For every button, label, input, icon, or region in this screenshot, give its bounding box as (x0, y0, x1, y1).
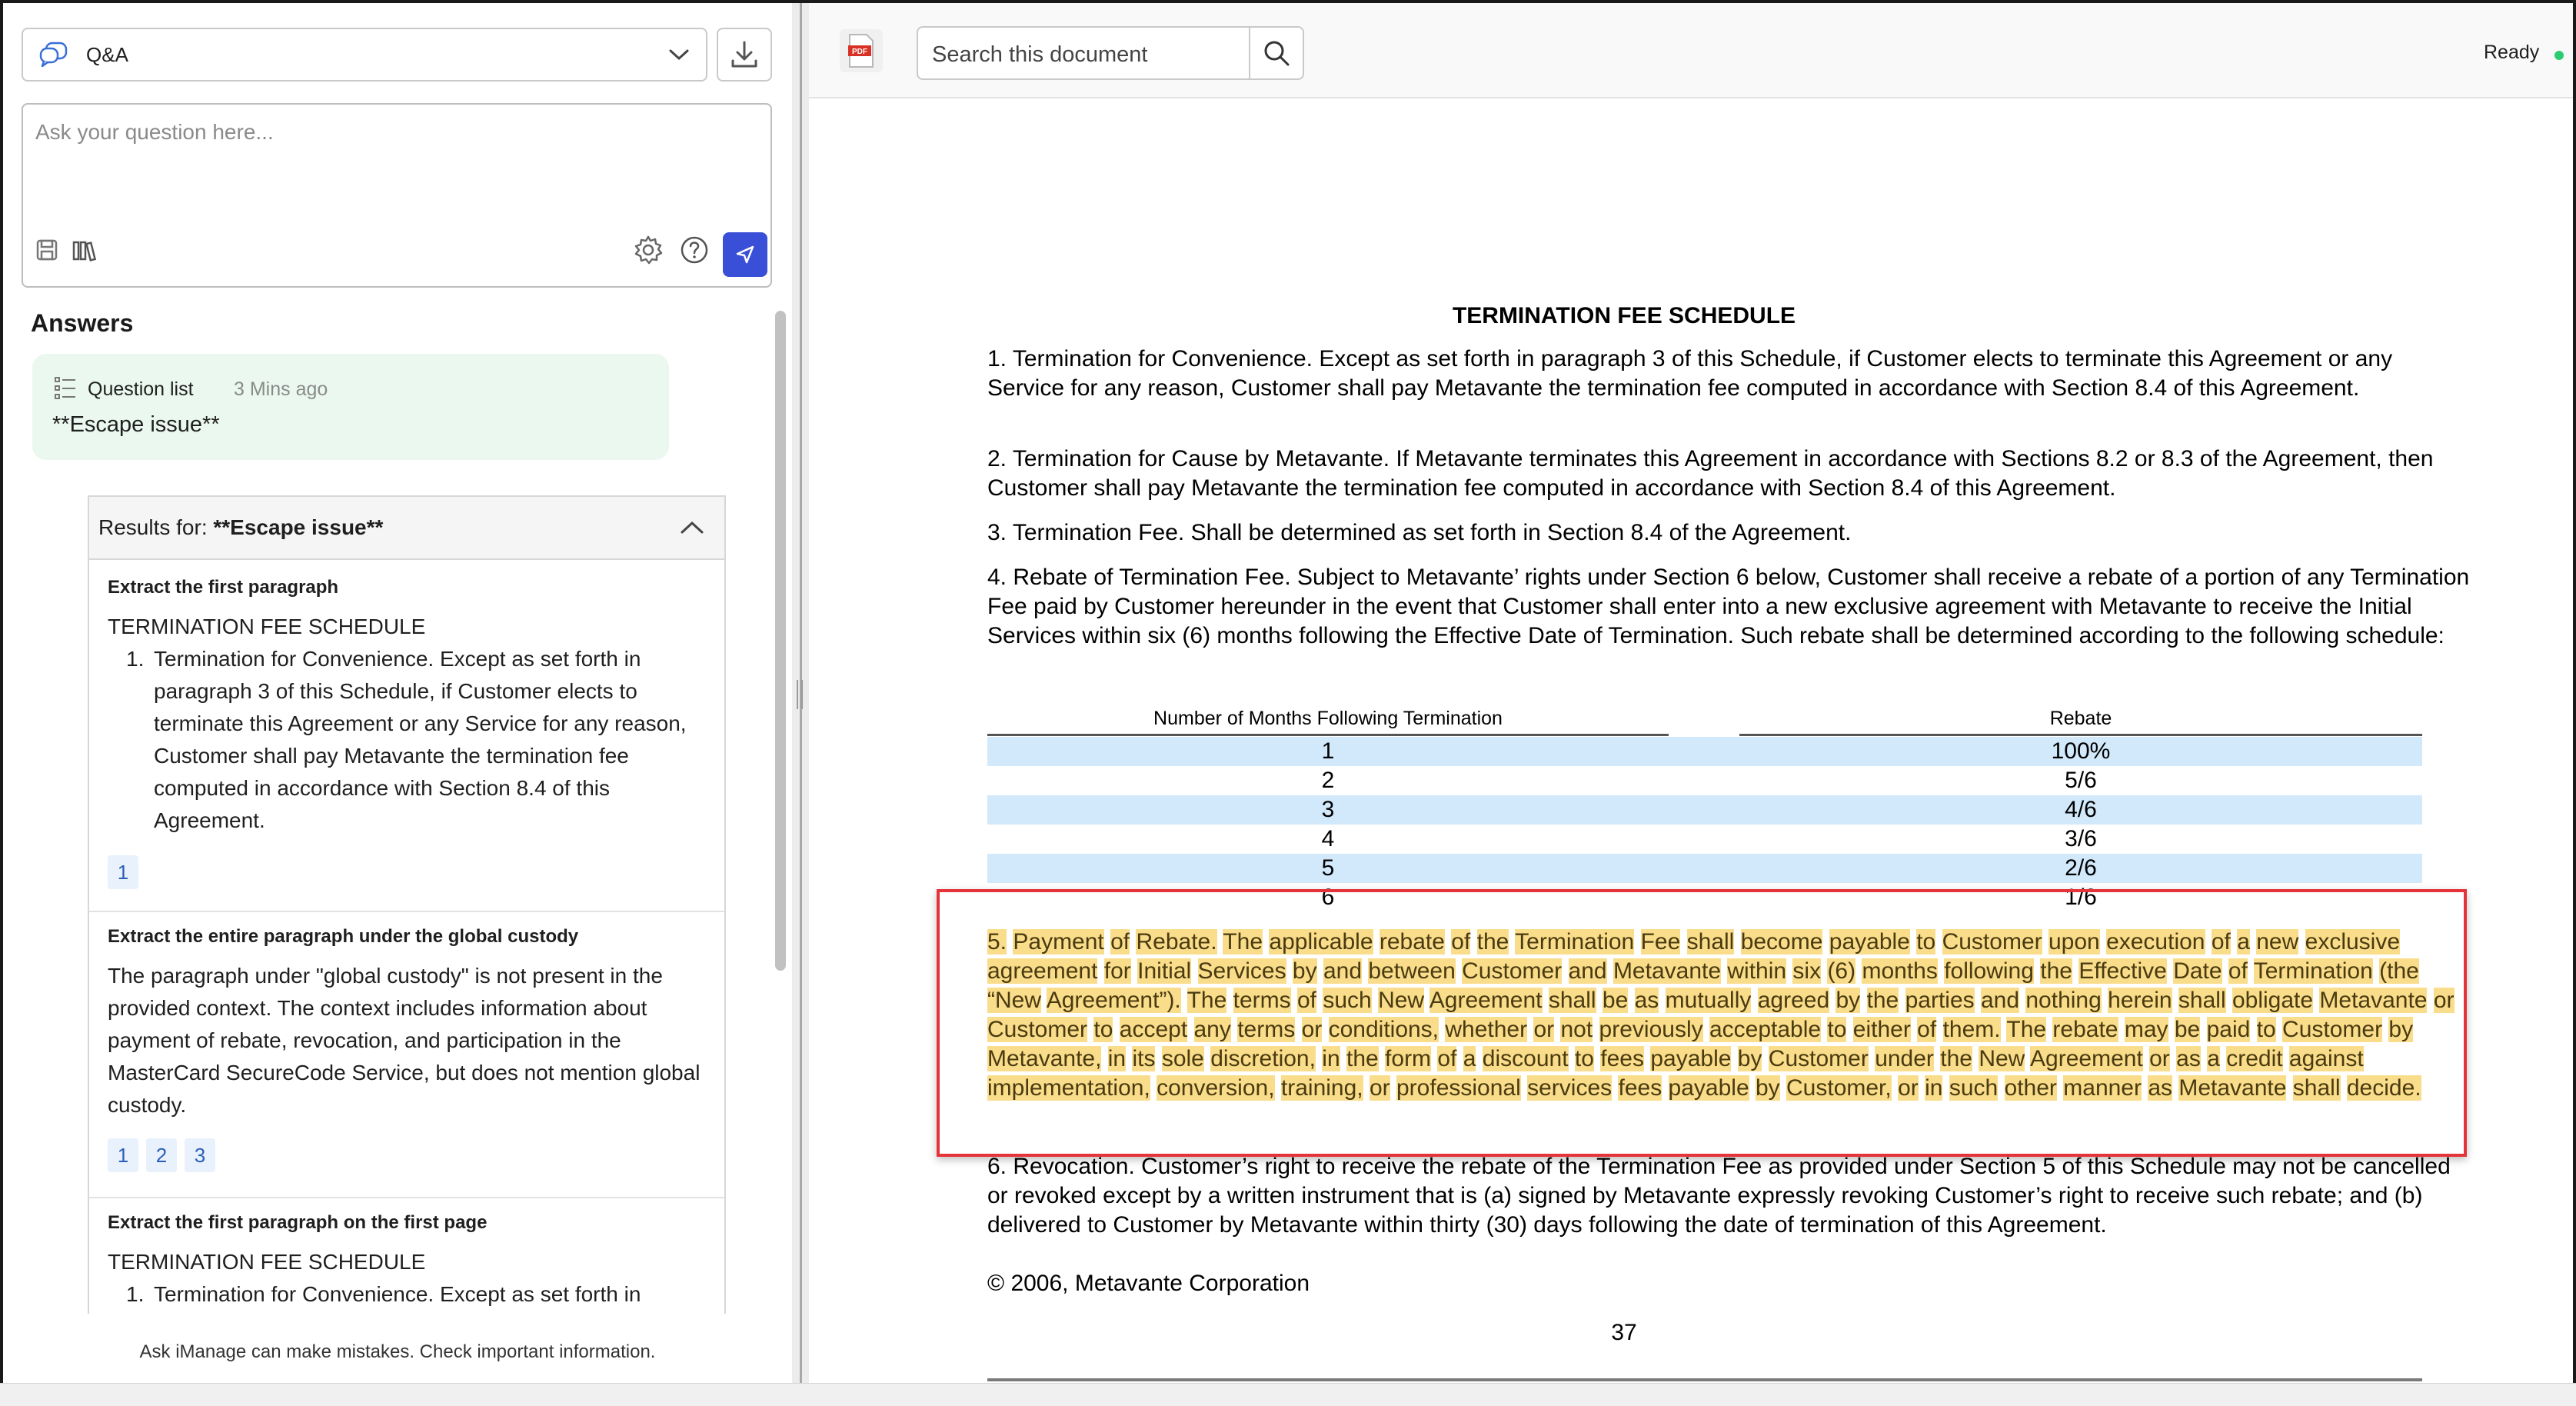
search-icon (1262, 38, 1291, 68)
result-list-item: 1. Termination for Convenience. Except as set forth in paragraph 3 of this Schedule, if Customer elects to terminate this Agreement or any Service for any reason, Customer shall pay Metavante the termination fee computed in accordance with Section 8.4 of this Agreement. (126, 647, 687, 832)
library-icon[interactable] (71, 237, 102, 263)
table-row: 1 100% (987, 737, 2422, 766)
citation-chip[interactable]: 1 (108, 1138, 138, 1172)
document-viewer (809, 3, 2573, 1383)
result-heading: TERMINATION FEE SCHEDULE (108, 1250, 426, 1274)
citation-chip[interactable]: 1 (108, 855, 138, 889)
send-icon (734, 244, 756, 265)
list-icon (54, 375, 77, 405)
results-header[interactable] (89, 497, 724, 560)
document-paragraph: 6. Revocation. Customer’s right to receive the rebate of the Termination Fee as provided under Section 5 of this Schedule may not be cancelled or revoked except by a written instrument that is (a) signed by Metavante expressly revoking Customer’s right to receive such rebate; and (b) delivered to Customer by Metavante within thirty (30) days following the date of termination of this Agreement. (987, 1154, 2451, 1238)
page-bottom-rule (987, 1378, 2422, 1381)
question-list-query: **Escape issue** (52, 412, 220, 437)
help-icon[interactable] (678, 234, 711, 266)
result-title: Extract the first paragraph on the first page (108, 1212, 488, 1233)
bottom-strip (0, 1383, 2576, 1406)
document-search-input[interactable] (932, 42, 1240, 68)
document-copyright: © 2006, Metavante Corporation (987, 1271, 1310, 1296)
svg-text:PDF: PDF (852, 48, 867, 56)
download-button[interactable] (717, 28, 772, 82)
chat-bubbles-icon (38, 41, 69, 68)
answers-heading: Answers (31, 309, 134, 337)
document-search-box (917, 26, 1250, 80)
results-panel (88, 495, 726, 1314)
chevron-down-icon (667, 47, 691, 62)
citation-chip[interactable]: 2 (146, 1138, 177, 1172)
download-icon (730, 39, 759, 70)
document-page (809, 98, 2573, 1383)
table-row: 3 4/6 (987, 795, 2422, 825)
pdf-file-icon (840, 29, 883, 72)
results-label: Results for: **Escape issue** (98, 515, 384, 539)
result-item (89, 912, 724, 1198)
table-row: 6 1/6 (1321, 885, 2097, 910)
disclaimer: Ask iManage can make mistakes. Check important information. (139, 1341, 656, 1362)
page-number: 37 (1611, 1320, 1637, 1345)
question-list-card[interactable] (32, 354, 669, 460)
document-paragraph: 4. Rebate of Termination Fee. Subject to Metavante’ rights under Section 6 below, Customer shall receive a rebate of a portion of any Termination Fee paid by Customer hereunder in the event that Customer shall enter into a new exclusive agreement with Metavante to receive the Initial Services within six (6) months following the Effective Date of Termination. Such rebate shall be determined according to the following schedule: (987, 565, 2470, 648)
table-row: 2 5/6 (1321, 768, 2097, 793)
drag-handle-icon[interactable] (795, 677, 804, 712)
citation-chip[interactable]: 3 (185, 1138, 215, 1172)
question-list-time: 3 Mins ago (234, 378, 328, 400)
ask-panel (3, 3, 792, 1386)
question-input[interactable] (35, 120, 758, 189)
table-row: 5 2/6 (987, 854, 2422, 883)
document-title: TERMINATION FEE SCHEDULE (1452, 303, 1796, 328)
status-text: Ready (2484, 42, 2540, 63)
table-header-rule (987, 734, 1669, 736)
table-header-rule (1739, 734, 2422, 736)
result-item (89, 561, 724, 912)
highlighted-paragraph: 5. Payment of Rebate. The applicable rebate of the Termination Fee shall become payable to Customer upon execution of a new exclusive agreement for Initial Services by and between Customer and Metavante within six (6) months following the Effective Date of Termination (the “New Agreement”). The terms of such New Agreement shall be as mutually agreed by the parties and nothing herein shall obligate Metavante or Customer to accept any terms or conditions, whether or not previously acceptable to either of them. The rebate may be paid to Customer by Metavante, in its sole discretion, in the form of a discount to fees payable by Customer under the New Agreement or as a credit against implementation, conversion, training, or professional services fees payable by Customer, or in such other manner as Metavante shall decide. (987, 929, 2455, 1101)
result-heading: TERMINATION FEE SCHEDULE (108, 615, 426, 638)
result-body: The paragraph under "global custody" is not present in the provided context. The context includes information about payment of rebate, revocation, and participation in the MasterCard SecureCode Service, but does not mention global custody. (108, 964, 701, 1117)
status-indicator (2554, 51, 2564, 60)
answers-scrollbar[interactable] (775, 311, 786, 971)
send-button[interactable] (723, 232, 767, 277)
result-title: Extract the entire paragraph under the global custody (108, 926, 579, 947)
mode-select-value: Q&A (86, 42, 128, 66)
document-paragraph: 2. Termination for Cause by Metavante. If Metavante terminates this Agreement in accordance with Sections 8.2 or 8.3 of the Agreement, then Customer shall pay Metavante the termination fee computed in accordance with Section 8.4 of this Agreement. (987, 446, 2434, 501)
table-header-rebate: Rebate (2049, 708, 2112, 729)
result-list-item: 1. Termination for Convenience. Except as set forth in (126, 1282, 641, 1306)
viewer-toolbar (809, 3, 2573, 98)
search-button[interactable] (1249, 26, 1304, 80)
chevron-up-icon[interactable] (677, 512, 707, 543)
document-paragraph: 3. Termination Fee. Shall be determined as set forth in Section 8.4 of the Agreement. (987, 520, 1852, 545)
results-query: **Escape issue** (213, 515, 384, 539)
mode-select[interactable] (22, 28, 707, 82)
document-paragraph: 1. Termination for Convenience. Except as set forth in paragraph 3 of this Schedule, if Customer elects to terminate this Agreement or any Service for any reason, Customer shall pay Metavante the termination fee computed in accordance with Section 8.4 of this Agreement. (987, 346, 2393, 401)
result-title: Extract the first paragraph (108, 577, 339, 598)
result-item (89, 1198, 724, 1314)
results-scroll-area (88, 495, 726, 1314)
save-icon[interactable] (34, 237, 60, 263)
question-box (22, 103, 772, 288)
gear-icon[interactable] (632, 234, 664, 266)
table-row: 4 3/6 (1321, 826, 2097, 851)
table-header-months: Number of Months Following Termination (1153, 708, 1503, 729)
question-list-title: Question list (88, 378, 194, 400)
